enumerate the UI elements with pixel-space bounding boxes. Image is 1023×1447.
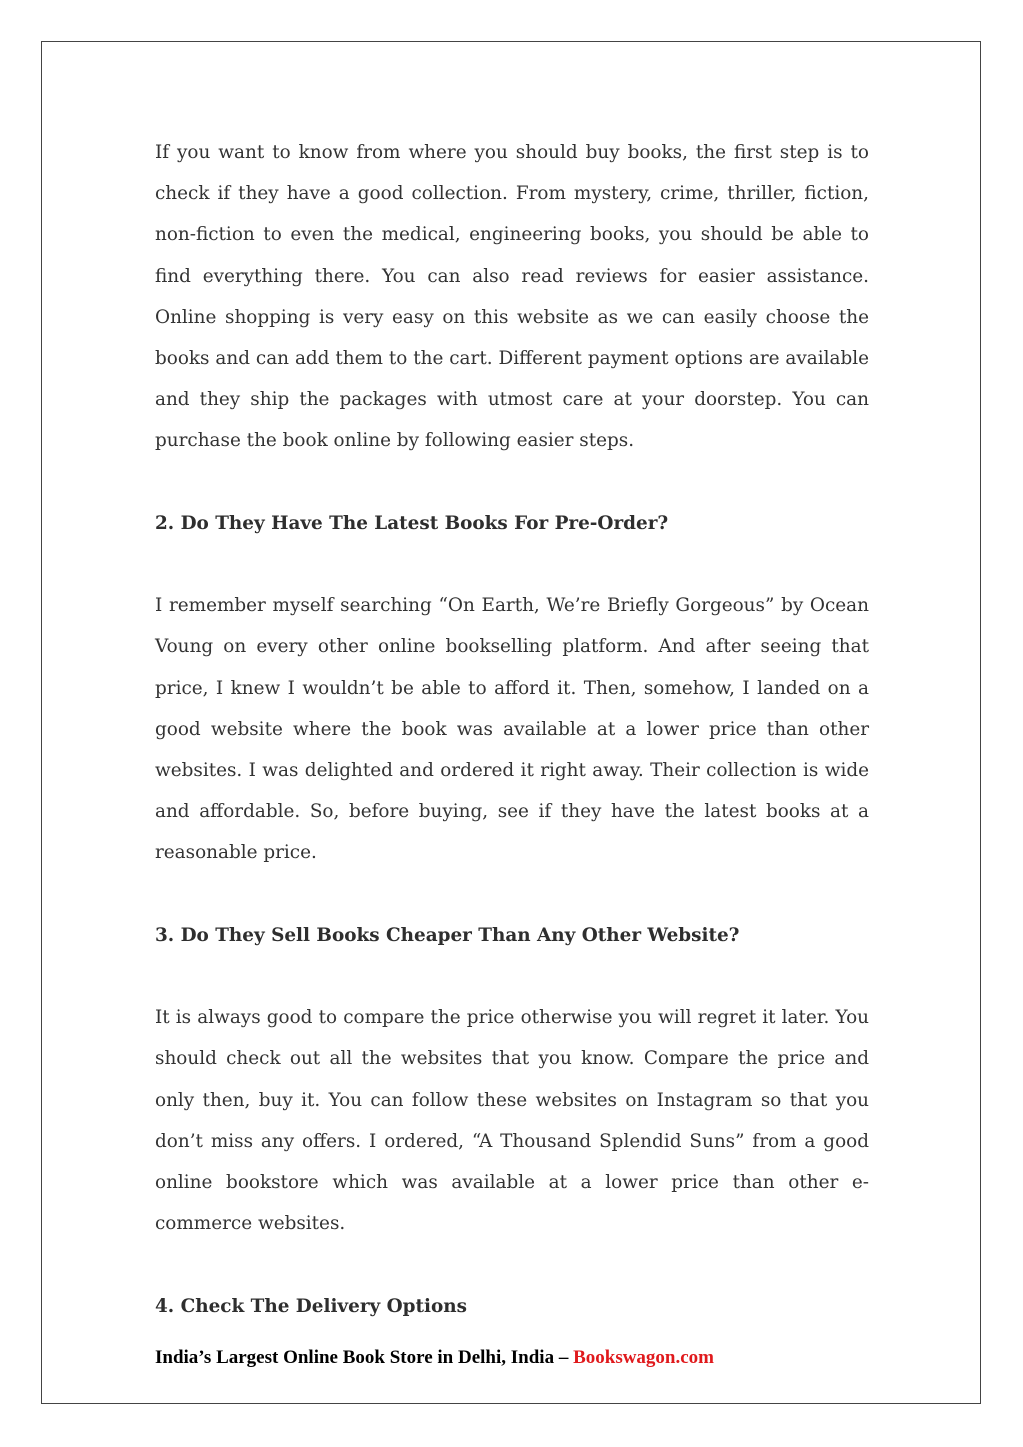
footer-brand-link[interactable]: Bookswagon.com [573, 1347, 715, 1368]
spacer [155, 544, 869, 585]
paragraph-compare-price: It is always good to compare the price otherwise you will regret it later. You should check out all the websites that you know. Compare the price and only then, buy it. You can follow these websites on Instagram so that you don’t miss any offers. I ordered, “A Thousand Splendid Suns” from a good online bookstore which was available at a lower price than other e-commerce websites. [155, 1007, 869, 1235]
paragraph-latest-books: I remember myself searching “On Earth, We’re Briefly Gorgeous” by Ocean Voung on every other online bookselling platform. And after seeing that price, I knew I wouldn’t be able to afford it. Then, somehow, I landed on a good website where the book was available at a lower price than other websites. I was delighted and ordered it right away. Their collection is wide and affordable. So, before buying, see if they have the latest books at a reasonable price. [155, 595, 869, 864]
spacer [155, 956, 869, 997]
section-heading-2: 2. Do They Have The Latest Books For Pre-Order? [155, 512, 669, 534]
spacer [155, 874, 869, 915]
section-heading-4: 4. Check The Delivery Options [155, 1295, 467, 1317]
page-footer [155, 1345, 714, 1371]
section-heading-3: 3. Do They Sell Books Cheaper Than Any Other Website? [155, 924, 740, 946]
spacer [155, 1244, 869, 1285]
spacer [155, 462, 869, 503]
paragraph-intro: If you want to know from where you should buy books, the first step is to check if they have a good collection. From mystery, crime, thriller, fiction, non-fiction to even the medical, engineering books, you should be able to find everything there. You can also read reviews for easier assistance. Online shopping is very easy on this website as we can easily choose the books and can add them to the cart. Different payment options are available and they ship the packages with utmost care at your doorstep. You can purchase the book online by following easier steps. [155, 142, 869, 452]
footer-text: India’s Largest Online Book Store in Delhi, India – [155, 1347, 574, 1368]
document-body [155, 132, 869, 1327]
